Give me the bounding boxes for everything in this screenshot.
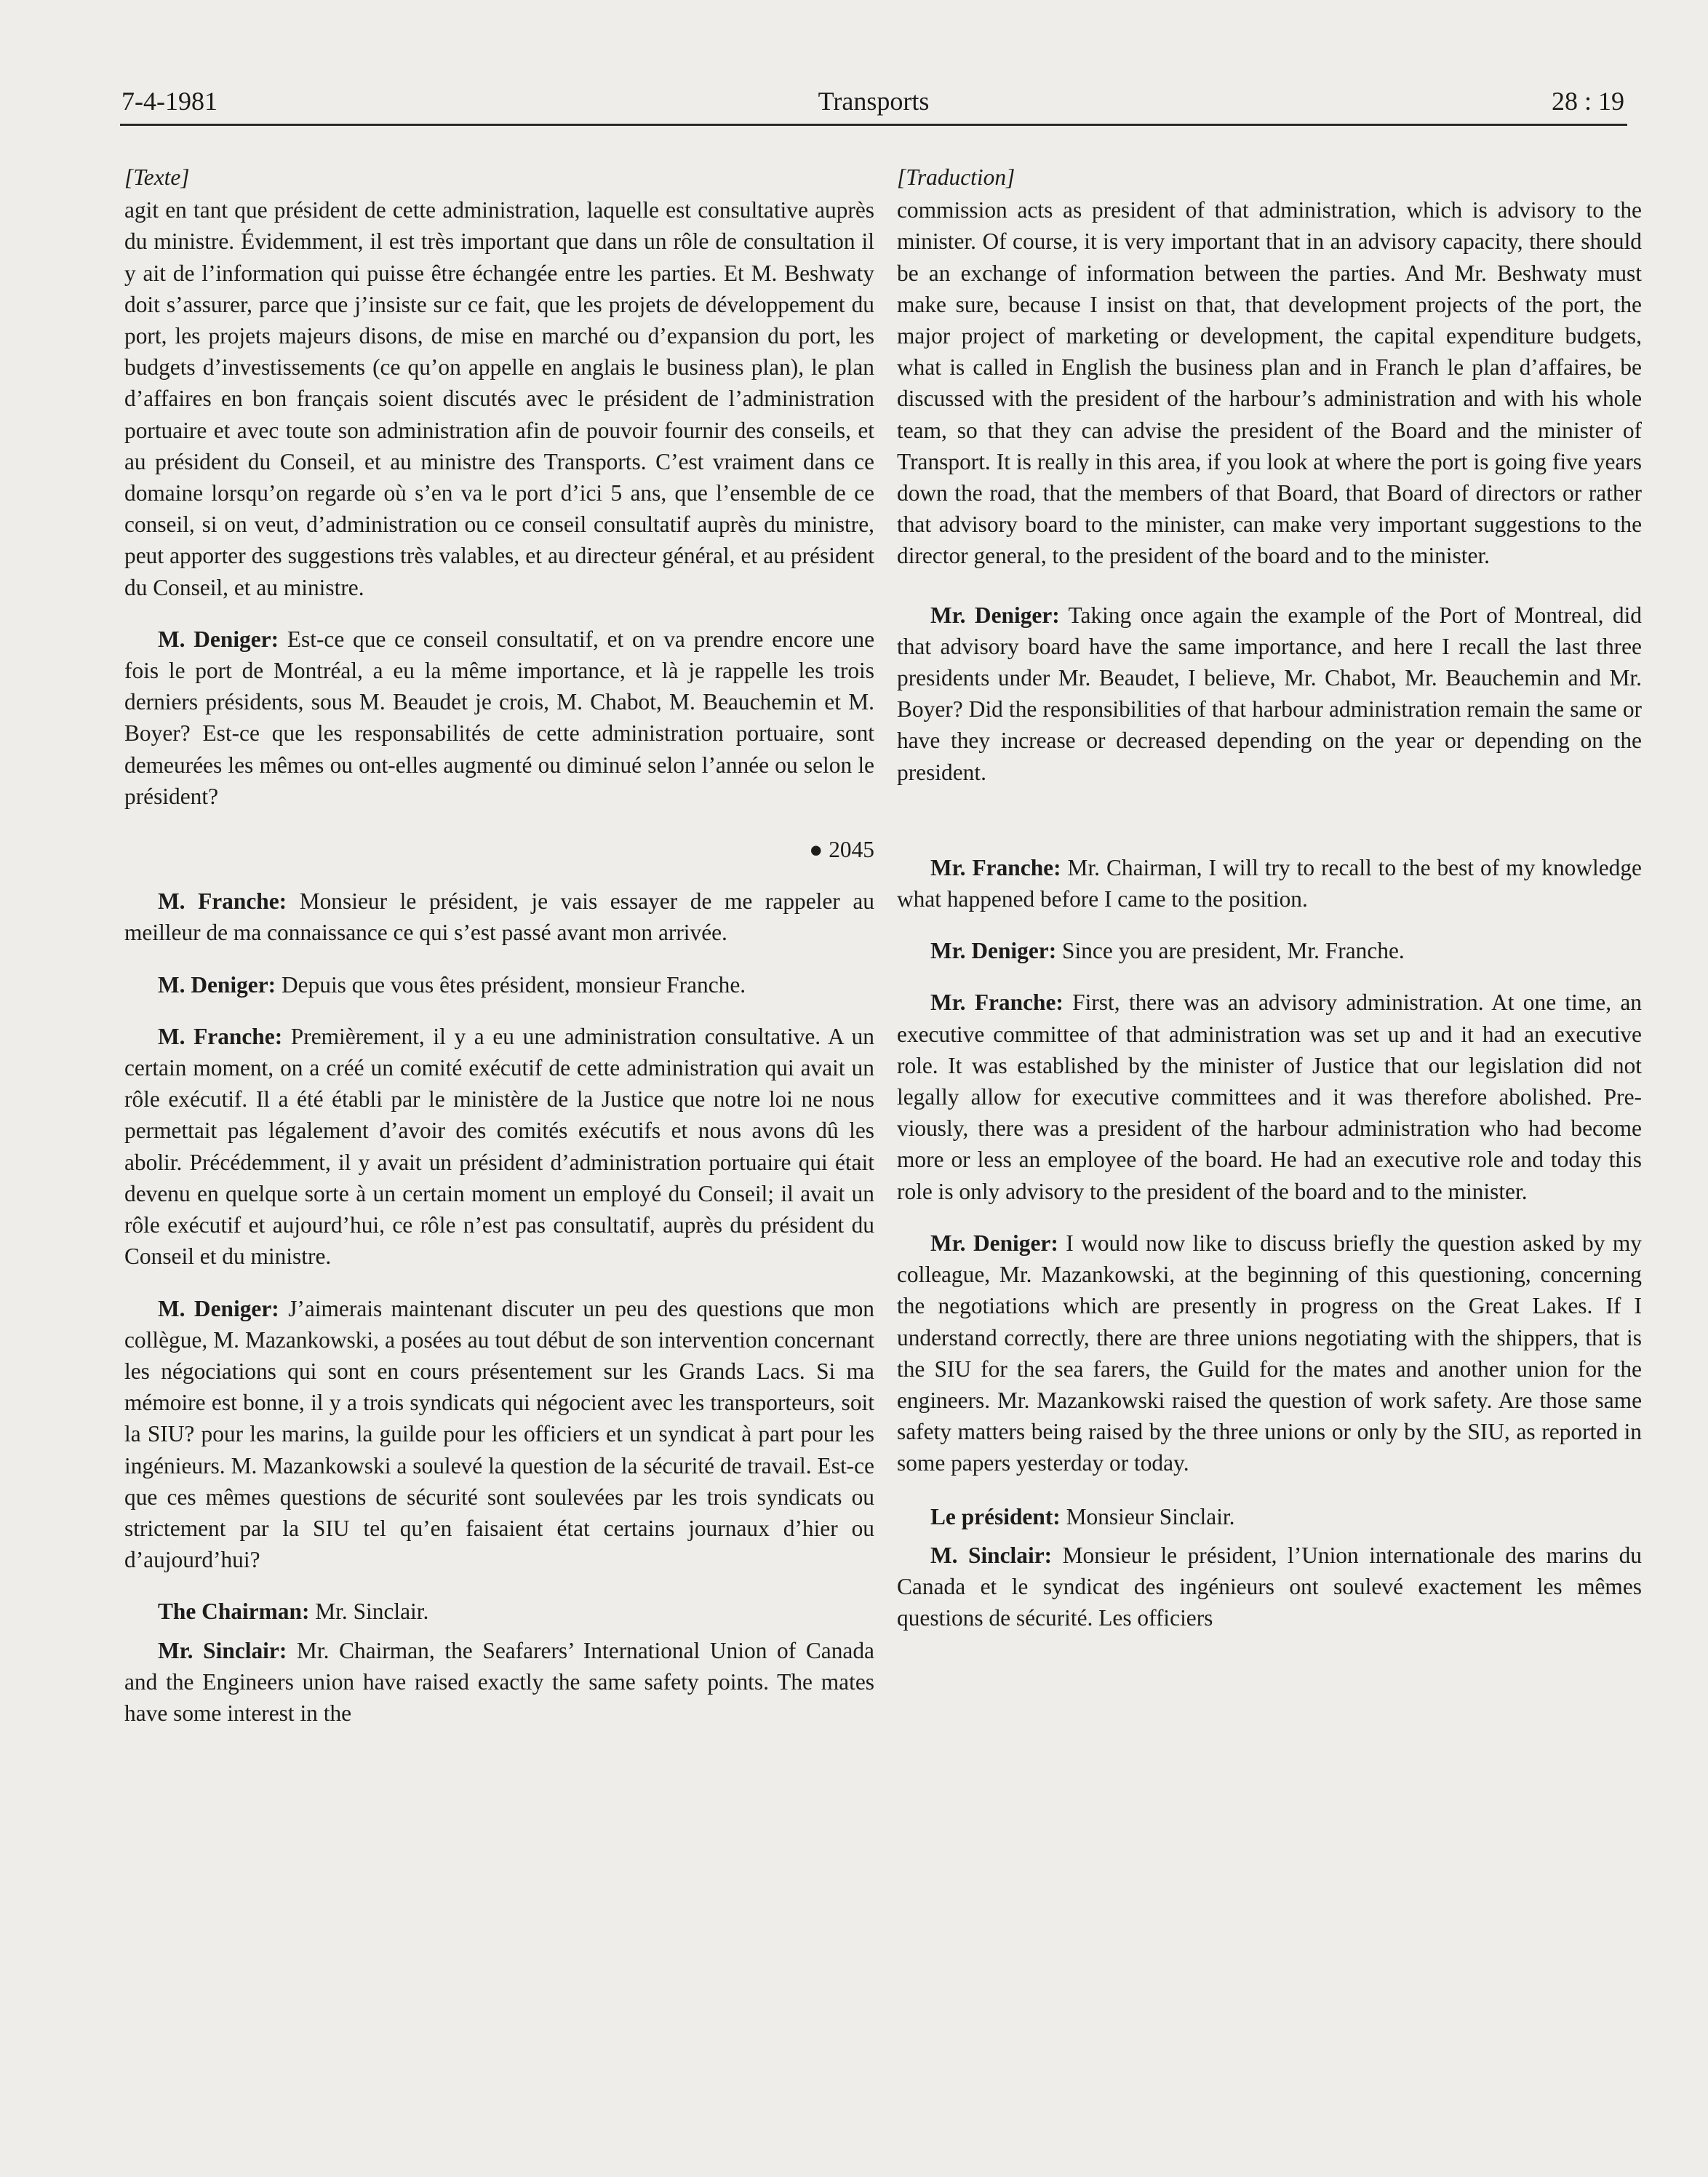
speech-text: Premièrement, il y a eu une administration consultative. A un certain moment, on a créé un comité exécutif de cette administration qui avait un rôle exécutif. Il a été établi par le ministère de la Justice que notre loi ne nous permettait pas légalement d’avoir des comités exécutifs et nous avons dû les abolir. Précédemment, il y avait un président d’administration portuaire qui était devenu en quelque sorte à un certain moment un employé du Conseil; il avait un rôle exécutif et aujourd’hui, ce rôle n’est pas consultatif, auprès du président du Conseil et du ministre.: [124, 1023, 874, 1270]
speech-paragraph: [124, 624, 874, 812]
speaker-name: Mr. Deniger:: [930, 602, 1060, 628]
speech-text: Monsieur Sinclair.: [1060, 1503, 1235, 1529]
speech-paragraph: [124, 1293, 874, 1576]
speaker-name: Mr. Deniger:: [930, 938, 1057, 964]
speaker-name: M. Sinclair:: [930, 1542, 1053, 1568]
header-title: Transports: [818, 87, 930, 116]
speech-paragraph: [897, 1540, 1642, 1634]
header-date: 7-4-1981: [121, 87, 218, 116]
page-header: [120, 81, 1627, 126]
speech-paragraph: [124, 1596, 874, 1627]
speaker-name: M. Franche:: [158, 888, 287, 915]
speech-text: Depuis que vous êtes président, monsieur Franche.: [276, 971, 746, 998]
speech-text: Monsieur le président, je vais essayer de me rappeler au meilleur de ma connaissance ce qui s’est passé avant mon arrivée.: [124, 888, 874, 946]
speech-text: Taking once again the example of the Port of Montreal, did that advisory board have the same importance, and here I recall the last three presidents under Mr. Beaudet, I believe, Mr. Chabot, Mr. Beauchemin and Mr. Boyer? Did the responsibilities of that harbour administration remain the same or have they increase or decreased depending on the year or depending on the president.: [897, 602, 1643, 785]
speech-paragraph: [124, 1021, 874, 1273]
speaker-name: M. Deniger:: [158, 626, 279, 652]
right-column-translation: [897, 162, 1642, 1633]
speech-text: First, there was an advisory administration. At one time, an executive committee of that administration was set up and it had an executive role. It was established by the minister of Justice that our legislation did not legally allow for executive committees and it was therefore abolished. Previously, there was a president of the harbour administration who had become more or less an employee of the board. He had an executive role and today this role is only advisory to the president of the board and to the minister.: [897, 990, 1642, 1204]
speech-paragraph: [897, 935, 1642, 966]
opening-paragraph: commission acts as president of that administration, which is advisory to the minister. Of course, it is very important that in an advisory capacity, there should be an exchange of information between the parties. And Mr. Beshwaty must make sure, because I insist on that, that development projects of the port, the major project of marketing or development, the capital expenditure budgets, what is called in English the business plan and in Franch le plan d’affaires, be discussed with the president of the harbour’s administration and with his whole team, so that they can advise the president of the Board and the minister of Transport. It is really in this area, if you look at where the port is going five years down the road, that the members of that Board, that Board of directors or rather that advisory board to the minister, can make very important suggestions to the director general, to the president of the board and to the minister.: [897, 197, 1642, 569]
speech-paragraph: [124, 969, 874, 1000]
speaker-name: Mr. Deniger:: [930, 1230, 1058, 1256]
speaker-name: The Chairman:: [158, 1599, 310, 1625]
section-label-texte: [Texte]: [124, 164, 190, 190]
left-column-french: [124, 162, 874, 1729]
speech-paragraph: [897, 600, 1642, 788]
speech-paragraph: [897, 1501, 1642, 1532]
speech-text: Monsieur le président, l’Union internationale des marins du Canada et le syndicat des ingénieurs ont soulevé exactement les mêmes questions de sécurité. Les officiers: [897, 1542, 1643, 1631]
speech-text: I would now like to discuss briefly the question asked by my colleague, Mr. Mazankowski, at the beginning of this questioning, concerning the negotiations which are presently in progress on the Great Lakes. If I understand correctly, there are three unions negotiating with the shippers, that is the SIU for the sea farers, the Guild for the mates and another union for the engineers. Mr. Mazankowski raised the question of work safety. Are those same safety matters being raised by the three unions or only by the SIU, as reported in some papers yesterday or today.: [897, 1230, 1642, 1476]
speaker-name: M. Deniger:: [158, 1295, 279, 1321]
speech-text: Est-ce que ce conseil consultatif, et on va prendre encore une fois le port de Montréal, a eu la même importance, et là je rappelle les trois derniers présidents, sous M. Beaudet je crois, M. Chabot, M. Beauchemin et M. Boyer? Est-ce que les responsabilités de cette administration portuaire, sont demeurées les mêmes ou ont-elles augmenté ou diminué selon l’année ou selon le président?: [124, 626, 874, 809]
speech-text: Mr. Chairman, I will try to recall to the best of my knowledge what happened before I came to the position.: [897, 854, 1642, 912]
speech-text: Mr. Sinclair.: [309, 1599, 429, 1625]
header-page-number: 28 : 19: [1551, 87, 1624, 116]
speaker-name: Le président:: [930, 1503, 1061, 1529]
speech-text: Since you are president, Mr. Franche.: [1056, 938, 1405, 964]
speech-text: Mr. Chairman, the Seafarers’ International Union of Canada and the Engineers union have raised exactly the same safety points. The mates have some interest in the: [124, 1637, 874, 1726]
speaker-name: Mr. Franche:: [930, 990, 1063, 1016]
time-marker: ● 2045: [809, 837, 874, 863]
speaker-name: Mr. Sinclair:: [158, 1637, 287, 1663]
speech-paragraph: [124, 1635, 874, 1730]
speaker-name: M. Deniger:: [158, 971, 276, 998]
speech-paragraph: [897, 1227, 1642, 1479]
speech-text: J’aimerais maintenant discuter un peu des questions que mon collègue, M. Mazankowski, a posées au tout début de son intervention concernant les négociations qui sont en cours présentement sur les Grands Lacs. Si ma mémoire est bonne, il y a trois syndicats qui négocient avec les transporteurs, soit la SIU? pour les marins, la guilde pour les officiers et un syndicat à part pour les ingénieurs. M. Mazankowski a soulevé la question de la sécurité de travail. Est-ce que ces mêmes questions de sécurité sont soulevées par les trois syndicats ou strictement par la SIU tel qu’en faisaient état certains journaux d’hier ou d’aujourd’hui?: [124, 1295, 874, 1573]
speech-paragraph: [124, 885, 874, 948]
speaker-name: M. Franche:: [158, 1023, 283, 1049]
speech-paragraph: [897, 852, 1642, 915]
speech-paragraph: [897, 987, 1642, 1206]
speaker-name: Mr. Franche:: [930, 854, 1061, 880]
opening-paragraph: agit en tant que président de cette administration, laquelle est consultative auprès du ministre. Évidemment, il est très important que dans un rôle de consultation il y ait de l’information qui puisse être échangée entre les parties. Et M. Beshwaty doit s’assurer, parce que j’insiste sur ce fait, que les projets de développement du port, les projets majeurs disons, de mise en marché ou d’expansion du port, les budgets d’investissements (ce qu’on appelle en anglais le business plan), le plan d’affaires en bon français soient discutés avec le président de l’administration portuaire et avec toute son administration afin de pouvoir fournir des conseils, et au président du Conseil, et au ministre des Transports. C’est vraiment dans ce domaine lorsqu’on regarde où s’en va le port d’ici 5 ans, que l’ensemble de ce conseil, si on veut, d’administration ou ce conseil consultatif auprès du ministre, peut apporter des suggestions très valables, et au directeur général, et au président du Conseil, et au ministre.: [124, 197, 874, 600]
section-label-traduction: [Traduction]: [897, 164, 1015, 190]
